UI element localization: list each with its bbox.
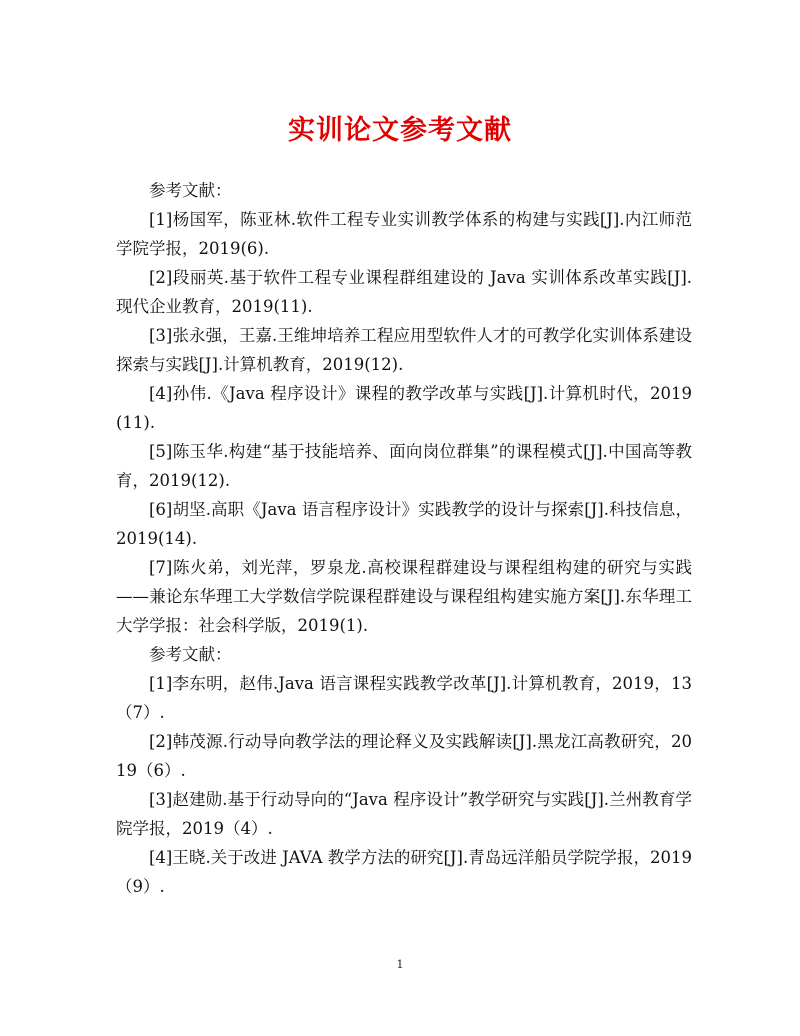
- references-heading: 参考文献：: [149, 181, 232, 200]
- references-heading: 参考文献：: [149, 645, 232, 664]
- reference-entry: [5]陈玉华.构建“基于技能培养、面向岗位群集”的课程模式[J].中国高等教育，2019(12).: [116, 442, 692, 490]
- reference-entry: [4]孙伟.《Java 程序设计》课程的教学改革与实践[J].计算机时代，2019(11).: [116, 384, 692, 432]
- reference-entry: [6]胡坚.高职《Java 语言程序设计》实践教学的设计与探索[J].科技信息，2019(14).: [116, 500, 692, 548]
- reference-entry: [2]段丽英.基于软件工程专业课程群组建设的 Java 实训体系改革实践[J].现代企业教育，2019(11).: [116, 268, 692, 316]
- document-title: 实训论文参考文献: [288, 115, 512, 146]
- reference-entry: [3]赵建勋.基于行动导向的“Java 程序设计”教学研究与实践[J].兰州教育学院学报，2019（4）.: [116, 790, 692, 838]
- references-body: [116, 176, 692, 901]
- reference-entry: [4]王晓.关于改进 JAVA 教学方法的研究[J].青岛远洋船员学院学报，2019（9）.: [116, 848, 692, 896]
- reference-entry: [1]李东明，赵伟.Java 语言课程实践教学改革[J].计算机教育，2019，13（7）.: [116, 674, 692, 722]
- reference-entry: [1]杨国军，陈亚林.软件工程专业实训教学体系的构建与实践[J].内江师范学院学报，2019(6).: [116, 210, 692, 258]
- page-number: 1: [396, 958, 404, 971]
- reference-entry: [7]陈火弟，刘光萍，罗泉龙.高校课程群建设与课程组构建的研究与实践——兼论东华理工大学数信学院课程群建设与课程组构建实施方案[J].东华理工大学学报：社会科学版，2019(1).: [116, 558, 692, 635]
- reference-entry: [3]张永强，王嘉.王维坤培养工程应用型软件人才的可教学化实训体系建设探索与实践[J].计算机教育，2019(12).: [116, 326, 692, 374]
- reference-entry: [2]韩茂源.行动导向教学法的理论释义及实践解读[J].黑龙江高教研究，2019（6）.: [116, 732, 692, 780]
